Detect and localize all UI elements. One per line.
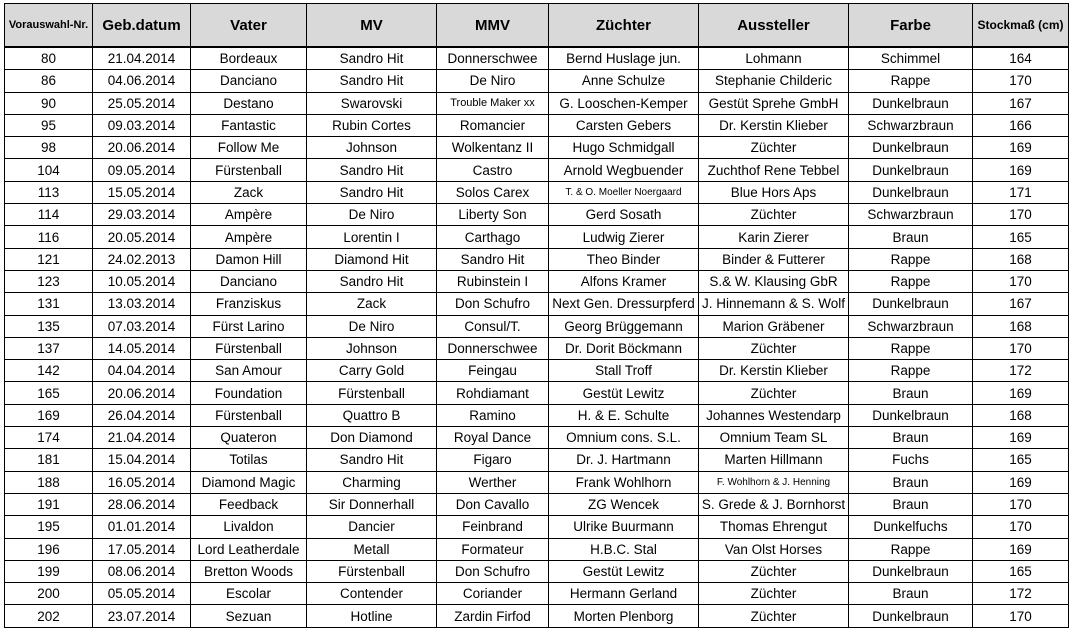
cell-mmv: Royal Dance [437,427,549,449]
cell-mmv: Don Schufro [437,560,549,582]
cell-geb-datum: 20.05.2014 [93,226,191,248]
cell-vater: Fürstenball [191,337,307,359]
cell-mmv: Figaro [437,449,549,471]
cell-stockmass: 169 [973,382,1069,404]
cell-aussteller: Blue Hors Aps [699,181,849,203]
cell-farbe: Dunkelbraun [849,404,973,426]
header-farbe: Farbe [849,4,973,48]
cell-farbe: Schwarzbraun [849,114,973,136]
table-row [5,538,1069,560]
cell-mv: Quattro B [307,404,437,426]
cell-vater: Fürstenball [191,159,307,181]
cell-zuechter: Gestüt Lewitz [549,382,699,404]
cell-mmv: Coriander [437,583,549,605]
cell-mmv: Zardin Firfod [437,605,549,627]
cell-stockmass: 168 [973,404,1069,426]
cell-geb-datum: 04.04.2014 [93,360,191,382]
cell-zuechter: Dr. J. Hartmann [549,449,699,471]
cell-aussteller: Stephanie Childeric [699,70,849,92]
cell-mmv: Rubinstein I [437,270,549,292]
cell-aussteller: F. Wohlhorn & J. Henning [699,471,849,493]
cell-vorauswahl-nr: 98 [5,137,93,159]
cell-farbe: Braun [849,493,973,515]
cell-mv: De Niro [307,315,437,337]
cell-zuechter: Hugo Schmidgall [549,137,699,159]
cell-zuechter: G. Looschen-Kemper [549,92,699,114]
cell-zuechter: T. & O. Moeller Noergaard [549,181,699,203]
cell-vater: Damon Hill [191,248,307,270]
cell-stockmass: 167 [973,293,1069,315]
table-row [5,360,1069,382]
cell-aussteller: Züchter [699,583,849,605]
cell-mv: Sandro Hit [307,47,437,70]
table-row [5,449,1069,471]
cell-vater: Livaldon [191,516,307,538]
cell-vater: Ampère [191,204,307,226]
cell-vater: Lord Leatherdale [191,538,307,560]
cell-aussteller: Omnium Team SL [699,427,849,449]
cell-zuechter: Arnold Wegbuender [549,159,699,181]
cell-geb-datum: 07.03.2014 [93,315,191,337]
cell-vorauswahl-nr: 116 [5,226,93,248]
cell-aussteller: Binder & Futterer [699,248,849,270]
cell-aussteller: Züchter [699,337,849,359]
cell-vorauswahl-nr: 114 [5,204,93,226]
cell-mmv: Castro [437,159,549,181]
cell-vater: Bretton Woods [191,560,307,582]
cell-vorauswahl-nr: 121 [5,248,93,270]
cell-zuechter: Bernd Huslage jun. [549,47,699,70]
cell-stockmass: 165 [973,226,1069,248]
cell-vorauswahl-nr: 135 [5,315,93,337]
cell-geb-datum: 09.03.2014 [93,114,191,136]
cell-mmv: Donnerschwee [437,47,549,70]
cell-zuechter: ZG Wencek [549,493,699,515]
cell-zuechter: Next Gen. Dressurpferd [549,293,699,315]
cell-vorauswahl-nr: 169 [5,404,93,426]
cell-mv: Carry Gold [307,360,437,382]
cell-aussteller: Züchter [699,382,849,404]
table-row [5,204,1069,226]
cell-vorauswahl-nr: 195 [5,516,93,538]
cell-vorauswahl-nr: 188 [5,471,93,493]
cell-stockmass: 172 [973,360,1069,382]
cell-mv: Sandro Hit [307,159,437,181]
table-container [4,3,1069,628]
cell-vorauswahl-nr: 90 [5,92,93,114]
cell-mv: Sandro Hit [307,270,437,292]
cell-vater: Quateron [191,427,307,449]
cell-farbe: Dunkelbraun [849,605,973,627]
cell-mv: Charming [307,471,437,493]
table-row [5,337,1069,359]
cell-vater: Danciano [191,270,307,292]
cell-geb-datum: 21.04.2014 [93,47,191,70]
cell-vater: Escolar [191,583,307,605]
header-aussteller: Aussteller [699,4,849,48]
cell-mmv: Ramino [437,404,549,426]
header-vorauswahl-nr: Vorauswahl-Nr. [5,4,93,48]
cell-geb-datum: 23.07.2014 [93,605,191,627]
cell-mmv: Wolkentanz II [437,137,549,159]
cell-farbe: Dunkelbraun [849,181,973,203]
cell-vater: Franziskus [191,293,307,315]
cell-stockmass: 172 [973,583,1069,605]
cell-aussteller: Gestüt Sprehe GmbH [699,92,849,114]
cell-farbe: Rappe [849,248,973,270]
table-row [5,181,1069,203]
cell-farbe: Braun [849,382,973,404]
cell-mv: De Niro [307,204,437,226]
cell-farbe: Dunkelbraun [849,293,973,315]
header-mv: MV [307,4,437,48]
cell-aussteller: Züchter [699,605,849,627]
table-row [5,248,1069,270]
cell-farbe: Dunkelbraun [849,92,973,114]
table-row [5,293,1069,315]
cell-vorauswahl-nr: 80 [5,47,93,70]
cell-geb-datum: 09.05.2014 [93,159,191,181]
table-body [5,47,1069,627]
cell-stockmass: 167 [973,92,1069,114]
cell-mmv: De Niro [437,70,549,92]
cell-mmv: Consul/T. [437,315,549,337]
cell-zuechter: Dr. Dorit Böckmann [549,337,699,359]
cell-mv: Dancier [307,516,437,538]
cell-geb-datum: 13.03.2014 [93,293,191,315]
cell-geb-datum: 26.04.2014 [93,404,191,426]
cell-vater: Destano [191,92,307,114]
cell-mv: Don Diamond [307,427,437,449]
cell-farbe: Rappe [849,70,973,92]
cell-stockmass: 170 [973,70,1069,92]
cell-zuechter: Ludwig Zierer [549,226,699,248]
cell-zuechter: Carsten Gebers [549,114,699,136]
cell-mv: Fürstenball [307,382,437,404]
cell-aussteller: Züchter [699,560,849,582]
table-row [5,270,1069,292]
cell-vorauswahl-nr: 123 [5,270,93,292]
cell-farbe: Dunkelfuchs [849,516,973,538]
table-row [5,47,1069,70]
cell-vorauswahl-nr: 165 [5,382,93,404]
cell-farbe: Dunkelbraun [849,159,973,181]
cell-mv: Johnson [307,337,437,359]
cell-stockmass: 165 [973,449,1069,471]
cell-farbe: Rappe [849,360,973,382]
table-row [5,315,1069,337]
cell-zuechter: Omnium cons. S.L. [549,427,699,449]
cell-geb-datum: 01.01.2014 [93,516,191,538]
cell-mmv: Don Cavallo [437,493,549,515]
cell-mmv: Romancier [437,114,549,136]
cell-mmv: Formateur [437,538,549,560]
cell-stockmass: 169 [973,471,1069,493]
cell-aussteller: Züchter [699,137,849,159]
cell-stockmass: 170 [973,516,1069,538]
cell-vater: Danciano [191,70,307,92]
cell-geb-datum: 28.06.2014 [93,493,191,515]
table-row [5,560,1069,582]
table-header [5,4,1069,48]
cell-aussteller: S. Grede & J. Bornhorst [699,493,849,515]
cell-vater: Diamond Magic [191,471,307,493]
table-row [5,605,1069,627]
cell-mmv: Solos Carex [437,181,549,203]
cell-mv: Fürstenball [307,560,437,582]
table-row [5,471,1069,493]
cell-geb-datum: 10.05.2014 [93,270,191,292]
cell-aussteller: Dr. Kerstin Klieber [699,360,849,382]
cell-farbe: Dunkelbraun [849,137,973,159]
cell-mv: Contender [307,583,437,605]
cell-stockmass: 169 [973,538,1069,560]
cell-geb-datum: 20.06.2014 [93,137,191,159]
cell-vater: Sezuan [191,605,307,627]
cell-farbe: Dunkelbraun [849,560,973,582]
cell-vater: Foundation [191,382,307,404]
cell-mv: Sandro Hit [307,449,437,471]
table-row [5,114,1069,136]
table-row [5,404,1069,426]
cell-mv: Sandro Hit [307,70,437,92]
cell-geb-datum: 15.04.2014 [93,449,191,471]
cell-vorauswahl-nr: 137 [5,337,93,359]
cell-aussteller: Karin Zierer [699,226,849,248]
cell-stockmass: 170 [973,493,1069,515]
table-row [5,427,1069,449]
cell-mv: Sandro Hit [307,181,437,203]
cell-vater: Feedback [191,493,307,515]
header-stockmass: Stockmaß (cm) [973,4,1069,48]
cell-mv: Rubin Cortes [307,114,437,136]
cell-zuechter: Hermann Gerland [549,583,699,605]
cell-farbe: Braun [849,226,973,248]
cell-mmv: Feingau [437,360,549,382]
cell-stockmass: 170 [973,204,1069,226]
cell-aussteller: S.& W. Klausing GbR [699,270,849,292]
cell-stockmass: 164 [973,47,1069,70]
cell-aussteller: Marten Hillmann [699,449,849,471]
cell-mmv: Werther [437,471,549,493]
header-row [5,4,1069,48]
cell-vorauswahl-nr: 131 [5,293,93,315]
cell-vater: San Amour [191,360,307,382]
cell-aussteller: Züchter [699,204,849,226]
cell-zuechter: H. & E. Schulte [549,404,699,426]
cell-stockmass: 168 [973,248,1069,270]
cell-stockmass: 165 [973,560,1069,582]
table-row [5,226,1069,248]
cell-geb-datum: 04.06.2014 [93,70,191,92]
cell-farbe: Schwarzbraun [849,204,973,226]
cell-geb-datum: 21.04.2014 [93,427,191,449]
cell-farbe: Braun [849,471,973,493]
cell-stockmass: 170 [973,270,1069,292]
cell-vater: Ampère [191,226,307,248]
cell-aussteller: Zuchthof Rene Tebbel [699,159,849,181]
header-geb-datum: Geb.datum [93,4,191,48]
cell-mv: Metall [307,538,437,560]
cell-stockmass: 169 [973,137,1069,159]
cell-mv: Diamond Hit [307,248,437,270]
cell-geb-datum: 25.05.2014 [93,92,191,114]
header-mmv: MMV [437,4,549,48]
cell-zuechter: Theo Binder [549,248,699,270]
cell-vater: Totilas [191,449,307,471]
cell-mv: Johnson [307,137,437,159]
cell-geb-datum: 29.03.2014 [93,204,191,226]
cell-stockmass: 169 [973,159,1069,181]
cell-mv: Sir Donnerhall [307,493,437,515]
cell-aussteller: Dr. Kerstin Klieber [699,114,849,136]
cell-mv: Swarovski [307,92,437,114]
table-row [5,159,1069,181]
cell-geb-datum: 24.02.2013 [93,248,191,270]
cell-zuechter: Georg Brüggemann [549,315,699,337]
table-row [5,137,1069,159]
cell-aussteller: Lohmann [699,47,849,70]
horse-list-table [4,3,1069,628]
cell-stockmass: 168 [973,315,1069,337]
header-zuechter: Züchter [549,4,699,48]
cell-vorauswahl-nr: 181 [5,449,93,471]
cell-aussteller: Marion Gräbener [699,315,849,337]
cell-farbe: Braun [849,583,973,605]
cell-zuechter: Gestüt Lewitz [549,560,699,582]
cell-aussteller: Van Olst Horses [699,538,849,560]
table-row [5,516,1069,538]
cell-stockmass: 166 [973,114,1069,136]
cell-mv: Lorentin I [307,226,437,248]
cell-farbe: Fuchs [849,449,973,471]
cell-geb-datum: 15.05.2014 [93,181,191,203]
cell-vorauswahl-nr: 199 [5,560,93,582]
table-row [5,70,1069,92]
cell-zuechter: Stall Troff [549,360,699,382]
cell-stockmass: 171 [973,181,1069,203]
table-row [5,382,1069,404]
table-row [5,92,1069,114]
cell-aussteller: J. Hinnemann & S. Wolf [699,293,849,315]
cell-farbe: Rappe [849,337,973,359]
cell-geb-datum: 14.05.2014 [93,337,191,359]
cell-vater: Follow Me [191,137,307,159]
cell-farbe: Braun [849,427,973,449]
cell-zuechter: Alfons Kramer [549,270,699,292]
cell-mmv: Rohdiamant [437,382,549,404]
cell-zuechter: Ulrike Buurmann [549,516,699,538]
cell-vorauswahl-nr: 95 [5,114,93,136]
cell-farbe: Schimmel [849,47,973,70]
cell-mv: Hotline [307,605,437,627]
cell-vorauswahl-nr: 202 [5,605,93,627]
cell-vater: Bordeaux [191,47,307,70]
cell-mv: Zack [307,293,437,315]
cell-stockmass: 170 [973,605,1069,627]
table-row [5,583,1069,605]
cell-aussteller: Johannes Westendarp [699,404,849,426]
cell-zuechter: Frank Wohlhorn [549,471,699,493]
cell-mmv: Feinbrand [437,516,549,538]
cell-geb-datum: 16.05.2014 [93,471,191,493]
cell-vorauswahl-nr: 142 [5,360,93,382]
cell-geb-datum: 08.06.2014 [93,560,191,582]
cell-zuechter: H.B.C. Stal [549,538,699,560]
cell-vorauswahl-nr: 191 [5,493,93,515]
cell-vater: Zack [191,181,307,203]
cell-geb-datum: 17.05.2014 [93,538,191,560]
cell-farbe: Rappe [849,270,973,292]
cell-zuechter: Gerd Sosath [549,204,699,226]
cell-mmv: Carthago [437,226,549,248]
table-row [5,493,1069,515]
cell-vorauswahl-nr: 196 [5,538,93,560]
cell-vorauswahl-nr: 174 [5,427,93,449]
cell-geb-datum: 20.06.2014 [93,382,191,404]
cell-geb-datum: 05.05.2014 [93,583,191,605]
cell-vorauswahl-nr: 104 [5,159,93,181]
cell-mmv: Trouble Maker xx [437,92,549,114]
cell-vater: Fürst Larino [191,315,307,337]
cell-vorauswahl-nr: 86 [5,70,93,92]
cell-mmv: Don Schufro [437,293,549,315]
cell-stockmass: 169 [973,427,1069,449]
cell-zuechter: Anne Schulze [549,70,699,92]
cell-vater: Fürstenball [191,404,307,426]
cell-farbe: Schwarzbraun [849,315,973,337]
cell-vater: Fantastic [191,114,307,136]
cell-mmv: Donnerschwee [437,337,549,359]
cell-vorauswahl-nr: 113 [5,181,93,203]
cell-zuechter: Morten Plenborg [549,605,699,627]
header-vater: Vater [191,4,307,48]
cell-vorauswahl-nr: 200 [5,583,93,605]
cell-aussteller: Thomas Ehrengut [699,516,849,538]
cell-mmv: Sandro Hit [437,248,549,270]
cell-stockmass: 170 [973,337,1069,359]
cell-mmv: Liberty Son [437,204,549,226]
cell-farbe: Rappe [849,538,973,560]
